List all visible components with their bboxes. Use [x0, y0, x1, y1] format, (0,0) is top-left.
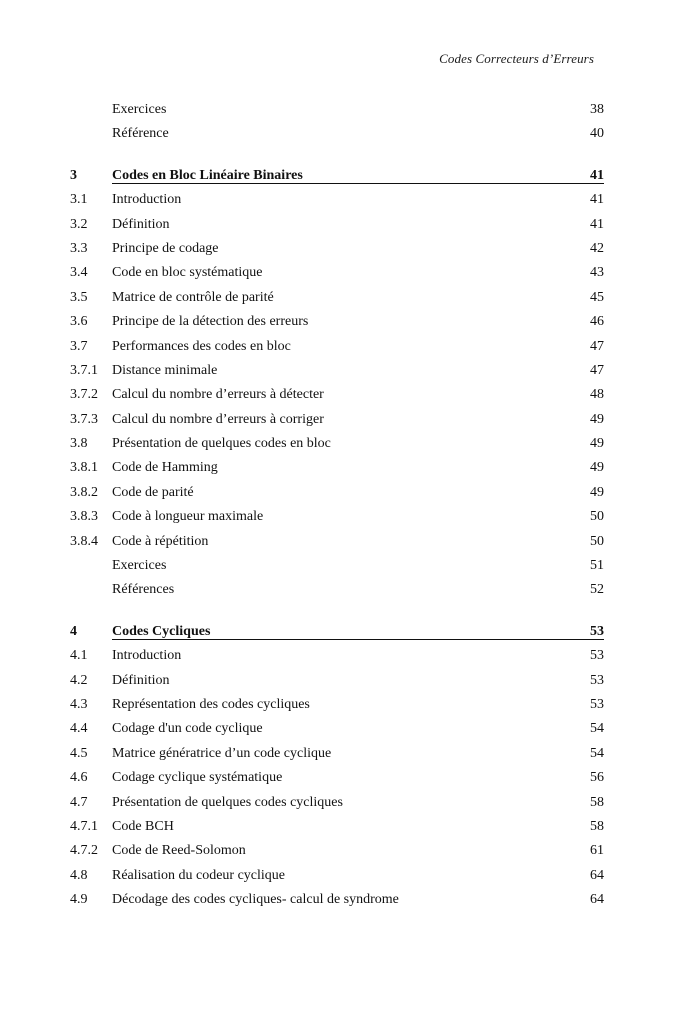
running-header-title: Codes Correcteurs d’Erreurs: [439, 51, 594, 66]
toc-entry[interactable]: [70, 717, 604, 741]
toc-entry-page: 46: [590, 314, 604, 330]
toc-entry-title: Principe de codage: [112, 240, 219, 256]
toc-entry[interactable]: [70, 669, 604, 693]
toc-entry-number: 4.6: [70, 770, 88, 786]
toc-entry-page: 42: [590, 240, 604, 256]
toc-entry-title: Présentation de quelques codes cycliques: [112, 794, 343, 810]
toc-entry-page: 64: [590, 892, 604, 908]
chapter-title: Codes Cycliques: [112, 623, 211, 639]
toc-entry-number: 4.5: [70, 745, 88, 761]
toc-entry[interactable]: [70, 530, 604, 554]
toc-entry[interactable]: [70, 188, 604, 212]
toc-entry-number: 3.7: [70, 338, 88, 354]
toc-entry[interactable]: [70, 578, 604, 602]
toc-entry-number: 3.8: [70, 436, 88, 452]
toc-entry[interactable]: [70, 815, 604, 839]
toc-entry-page: 49: [590, 436, 604, 452]
toc-entry-title: Présentation de quelques codes en bloc: [112, 436, 331, 452]
toc-entry-number: 4.7: [70, 794, 88, 810]
toc-entry-page: 41: [590, 192, 604, 208]
toc-entry-number: 4.8: [70, 867, 88, 883]
toc-entry[interactable]: [70, 122, 604, 146]
toc-entry-number: 4.9: [70, 892, 88, 908]
toc-entry-page: 48: [590, 387, 604, 403]
toc-entry-title: Exercices: [112, 102, 167, 117]
chapter-page: 41: [590, 167, 604, 183]
toc-entry-title: Décodage des codes cycliques- calcul de syndrome: [112, 892, 399, 908]
table-of-contents: [70, 98, 604, 913]
chapter-heading-3[interactable]: [70, 164, 604, 188]
toc-entry-title: Code à longueur maximale: [112, 509, 264, 525]
toc-entry-page: 45: [590, 289, 604, 305]
chapter-number: 4: [70, 623, 77, 639]
toc-entry-number: 3.7.2: [70, 387, 98, 403]
toc-entry-number: 4.4: [70, 721, 88, 737]
toc-entry-title: Code de parité: [112, 484, 194, 500]
toc-entry[interactable]: [70, 408, 604, 432]
toc-entry[interactable]: [70, 335, 604, 359]
toc-entry-title: Introduction: [112, 648, 182, 664]
toc-entry-title: Calcul du nombre d’erreurs à détecter: [112, 387, 324, 403]
toc-entry-number: 4.7.2: [70, 843, 98, 859]
toc-entry-page: 47: [590, 338, 604, 354]
toc-entry-number: 3.2: [70, 216, 88, 232]
toc-entry[interactable]: [70, 505, 604, 529]
toc-entry-title: Calcul du nombre d’erreurs à corriger: [112, 411, 324, 427]
toc-entry-page: 54: [590, 745, 604, 761]
toc-entry-page: 50: [590, 533, 604, 549]
toc-entry-page: 53: [590, 696, 604, 712]
section-spacer: [70, 603, 604, 620]
toc-entry-title: Code BCH: [112, 818, 174, 834]
toc-entry[interactable]: [70, 864, 604, 888]
toc-entry-page: 43: [590, 265, 604, 281]
toc-entry-number: 4.3: [70, 696, 88, 712]
toc-entry[interactable]: [70, 98, 604, 122]
toc-entry-number: 4.2: [70, 672, 88, 688]
toc-entry-title: Principe de la détection des erreurs: [112, 314, 309, 330]
toc-entry-number: 3.3: [70, 240, 88, 256]
toc-entry-page: 54: [590, 721, 604, 737]
toc-entry-number: 3.7.3: [70, 411, 98, 427]
toc-entry-number: 3.7.1: [70, 362, 98, 378]
section-spacer: [70, 147, 604, 164]
toc-entry[interactable]: [70, 286, 604, 310]
toc-entry[interactable]: [70, 383, 604, 407]
toc-entry-page: 58: [590, 818, 604, 834]
toc-entry-number: 3.8.2: [70, 484, 98, 500]
toc-entry-page: 56: [590, 770, 604, 786]
toc-entry-number: 3.8.1: [70, 460, 98, 476]
toc-entry-title: Références: [112, 582, 175, 598]
toc-entry-number: 3.6: [70, 314, 88, 330]
toc-entry-page: 51: [590, 558, 604, 574]
toc-entry[interactable]: [70, 693, 604, 717]
toc-entry[interactable]: [70, 766, 604, 790]
toc-entry-title: Introduction: [112, 192, 182, 208]
toc-entry-number: 3.8.3: [70, 509, 98, 525]
toc-entry-title: Distance minimale: [112, 362, 218, 378]
toc-entry[interactable]: [70, 213, 604, 237]
toc-entry[interactable]: [70, 888, 604, 912]
toc-entry[interactable]: [70, 261, 604, 285]
toc-entry-number: 3.4: [70, 265, 88, 281]
chapter-page: 53: [590, 623, 604, 639]
toc-entry-page: 64: [590, 867, 604, 883]
toc-entry-page: 50: [590, 509, 604, 525]
toc-entry[interactable]: [70, 456, 604, 480]
toc-entry-title: Code de Reed-Solomon: [112, 843, 246, 859]
toc-entry-title: Codage cyclique systématique: [112, 770, 283, 786]
toc-entry-page: 40: [590, 126, 604, 142]
chapter-underline: [112, 639, 604, 640]
toc-entry-number: 3.5: [70, 289, 88, 305]
toc-entry[interactable]: [70, 839, 604, 863]
toc-entry[interactable]: [70, 742, 604, 766]
toc-entry[interactable]: [70, 644, 604, 668]
toc-entry-page: 49: [590, 411, 604, 427]
toc-entry-number: 4.7.1: [70, 818, 98, 834]
toc-entry-page: 58: [590, 794, 604, 810]
toc-entry-title: Définition: [112, 672, 170, 688]
toc-entry[interactable]: [70, 554, 604, 578]
toc-entry[interactable]: [70, 237, 604, 261]
toc-entry-title: Code en bloc systématique: [112, 265, 263, 281]
toc-entry-title: Réalisation du codeur cyclique: [112, 867, 285, 883]
toc-entry-page: 47: [590, 362, 604, 378]
chapter-underline: [112, 183, 604, 184]
toc-entry-page: 61: [590, 843, 604, 859]
toc-entry-page: 53: [590, 648, 604, 664]
toc-entry-number: 4.1: [70, 648, 88, 664]
toc-entry-page: 41: [590, 216, 604, 232]
toc-entry-page: 49: [590, 460, 604, 476]
toc-entry-title: Matrice de contrôle de parité: [112, 289, 274, 305]
chapter-heading-4[interactable]: [70, 620, 604, 644]
toc-entry[interactable]: [70, 481, 604, 505]
toc-entry-page: 53: [590, 672, 604, 688]
toc-entry-number: 3.1: [70, 192, 88, 208]
toc-entry-title: Référence: [112, 126, 169, 142]
toc-entry-title: Exercices: [112, 558, 167, 574]
toc-entry-page: 38: [590, 102, 604, 117]
toc-entry-page: 52: [590, 582, 604, 598]
toc-entry-title: Codage d'un code cyclique: [112, 721, 263, 737]
toc-entry-title: Code à répétition: [112, 533, 209, 549]
toc-entry[interactable]: [70, 432, 604, 456]
toc-entry[interactable]: [70, 359, 604, 383]
toc-entry-title: Code de Hamming: [112, 460, 218, 476]
toc-entry[interactable]: [70, 310, 604, 334]
toc-entry-title: Performances des codes en bloc: [112, 338, 291, 354]
toc-entry-number: 3.8.4: [70, 533, 98, 549]
chapter-number: 3: [70, 167, 77, 183]
toc-entry-title: Matrice génératrice d’un code cyclique: [112, 745, 332, 761]
toc-entry-title: Représentation des codes cycliques: [112, 696, 310, 712]
toc-entry[interactable]: [70, 791, 604, 815]
toc-entry-page: 49: [590, 484, 604, 500]
toc-entry-title: Définition: [112, 216, 170, 232]
chapter-title: Codes en Bloc Linéaire Binaires: [112, 167, 303, 183]
